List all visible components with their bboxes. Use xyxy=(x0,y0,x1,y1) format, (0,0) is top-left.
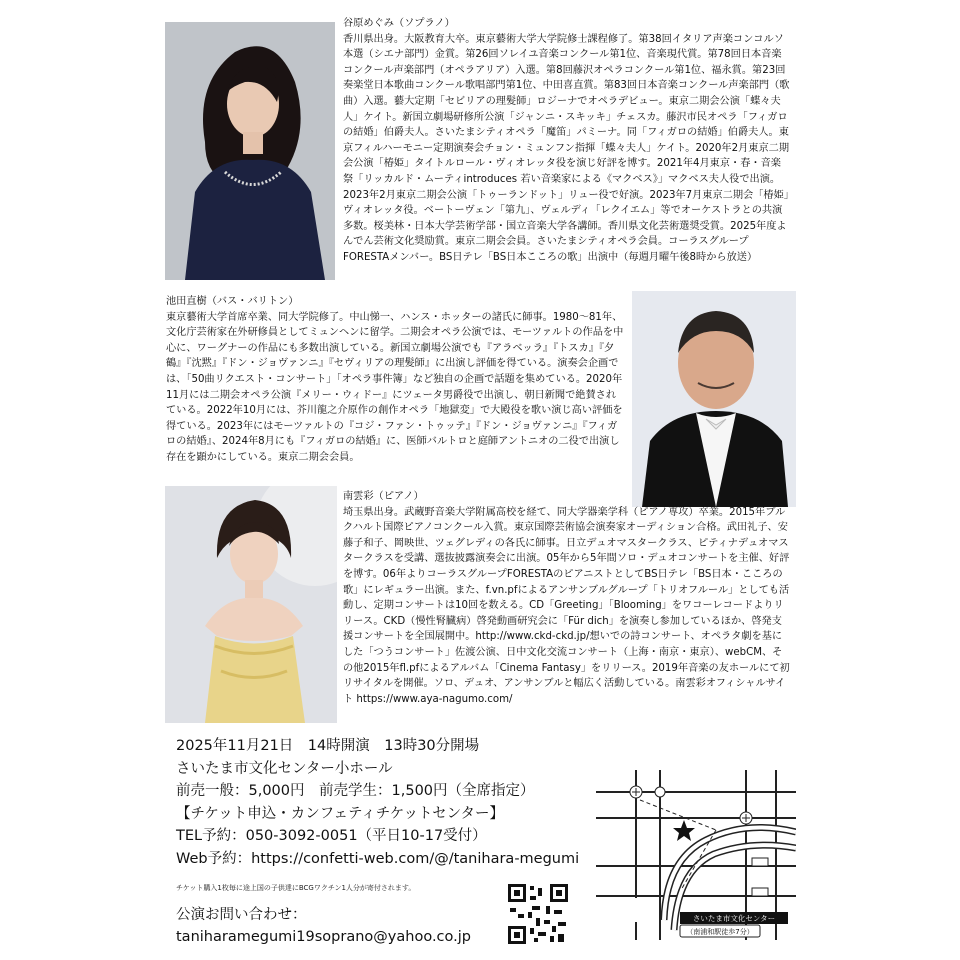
contact-label: 公演お問い合わせ： xyxy=(176,907,307,923)
pianist-bio-text: 埼玉県出身。武蔵野音楽大学附属高校を経て、同大学器楽学科（ピアノ専攻）卒業。2015年ブルクハルト国際ピアノコンクール入賞。東京国際芸術協会演奏家オーディション合格。武田礼子、安藤子和子、岡映世、ツェグレディの各氏に師事。日立デュオマスタークラス、ピティナデュオマスタークラスを受講、選抜披露演奏会に出演。05年から5年間ソロ・デュオコンサートを主催、好評を博す。06年よりコーラスグループFORESTAのピアニストとしてBS日テレ「BS日本・こころの歌」にレギュラー出演。また、f.vn.pfによるアンサンブルグループ「トリオフルール」としても活動し、定期コンサートは10回を数える。CD「Greeting」「Blooming」をワコーレコードよりリリース。CKD（慢性腎臓病）啓発動画研究会に「Für dich」を演奏し参加しているほか、啓発支援コンサートを全国展開中。http://www.ckd-ckd.jp/想いでの詩コンサート、オペラタ劇を基にした「つうコンサート」佐渡公演、日中文化交流コンサート（上海・南京・東京）、webCM、その他2015年fl.pfによるアルバム「Cinema Fantasy」をリリース。2019年音楽の友ホールにて初リサイタルを開催。ソロ、デュオ、アンサンブルと幅広く活動している。南雲彩オフィシャルサイト https://www.aya-nagumo.com/ xyxy=(343,506,790,705)
soprano-bio-text: 香川県出身。大阪教育大卒。東京藝術大学大学院修士課程修了。第38回イタリア声楽コンコルソ本選（シエナ部門）金賞。第26回ソレイユ音楽コンクール第1位、音楽現代賞。第78回日本音楽コンクール声楽部門（オペラアリア）入選。第8回藤沢オペラコンクール第1位、福永賞。第23回奏楽堂日本歌曲コンクール歌唱部門第1位、中田喜直賞。第83回日本音楽コンクール声楽部門（歌曲）入選。藝大定期「セビリアの理髪師」ロジーナでオペラデビュー。東京二期会公演「蝶々夫人」ケイト。新国立劇場研修所公演「ジャンニ・スキッキ」チェスカ。藤沢市民オペラ「フィガロの結婚」伯爵夫人。さいたまシティオペラ「魔笛」パミーナ。同「フィガロの結婚」伯爵夫人。東京フィルハーモニー定期演奏会チョン・ミュンフン指揮「蝶々夫人」ケイト。2020年2月東京二期会公演「椿姫」タイトルロール・ヴィオレッタ役を演じ好評を博す。2021年4月東京・春・音楽祭「リッカルド・ムーティintroduces 若い音楽家による《マクベス》」マクベス夫人役で出演。2023年2月東京二期会公演「トゥーランドット」リュー役で好演。2023年7月東京二期会「椿姫」ヴィオレッタ役。ベートーヴェン「第九」、ヴェルディ「レクイエム」等でオーケストラとの共演多数。桜美林・日本大学芸術学部・国立音楽大学各講師。香川県文化芸術選奨受賞。2025年度よんでん芸術文化奨励賞。東京二期会会員。さいたまシティオペラ会員。コーラスグループFORESTAメンバー。BS日テレ「BS日本こころの歌」出演中（毎週月曜午後8時から放送） xyxy=(343,33,790,263)
soprano-bio xyxy=(343,16,790,266)
qr-code[interactable] xyxy=(506,882,570,946)
map-venue-label: さいたま市文化センター xyxy=(692,914,776,923)
donation-note: チケット購入1枚毎に途上国の子供達にBCGワクチン1人分が寄付されます。 xyxy=(176,884,416,892)
ticket-tel[interactable]: TEL予約：050-3092-0051（平日10-17受付） xyxy=(176,828,487,845)
contact-email[interactable]: taniharamegumi19soprano@yahoo.co.jp xyxy=(176,929,471,945)
ticket-center: 【チケット申込・カンフェティチケットセンター】 xyxy=(176,805,504,822)
bass-baritone-photo xyxy=(632,291,796,507)
bass-bio xyxy=(166,294,626,466)
event-venue: さいたま市文化センター小ホール xyxy=(176,760,393,777)
pianist-bio xyxy=(343,489,790,707)
ticket-web[interactable]: Web予約：https://confetti-web.com/@/tanihara-megumi xyxy=(176,850,580,867)
pianist-name: 南雲彩（ピアノ） xyxy=(343,491,424,502)
access-map xyxy=(596,770,796,940)
map-access-label: （南浦和駅徒歩7分） xyxy=(686,928,754,936)
pianist-photo xyxy=(165,486,337,723)
bass-bio-text: 東京藝術大学首席卒業、同大学院修了。中山悌一、ハンス・ホッターの諸氏に師事。1980～81年、文化庁芸術家在外研修員としてミュンヘンに留学。二期会オペラ公演では、モーツァルトの作品を中心に、ワーグナーの作品にも多数出演している。新国立劇場公演でも『アラベッラ』『トスカ』『夕鶴』『沈黙』『ドン・ジョヴァンニ』『セヴィリアの理髪師』に出演し評価を得ている。演奏会企画では、「50曲リクエスト・コンサート」「オペラ事件簿」など独自の企画で話題を集めている。2020年11月には二期会オペラ公演『メリー・ウィドー』にツェータ男爵役で出演し、朝日新聞で絶賛されている。2022年10月には、芥川龍之介原作の創作オペラ「地獄変」で大殿役を歌い演じ高い評価を得ている。2023年にはモーツァルトの『コジ・ファン・トゥッテ』『ドン・ジョヴァンニ』『フィガロの結婚』、2024年8月にも『フィガロの結婚』に、医師バルトロと庭師アントニオの二役で出演し存在を顕かにしている。東京二期会会員。 xyxy=(166,311,624,463)
soprano-photo xyxy=(165,22,335,280)
event-info xyxy=(176,735,579,871)
bass-name: 池田直樹（バス・バリトン） xyxy=(166,296,299,307)
event-datetime: 2025年11月21日 14時開演 13時30分開場 xyxy=(176,738,480,754)
soprano-name: 谷原めぐみ（ソプラノ） xyxy=(343,18,455,29)
event-prices: 前売一般：5,000円 前売学生：1,500円（全席指定） xyxy=(176,783,535,800)
